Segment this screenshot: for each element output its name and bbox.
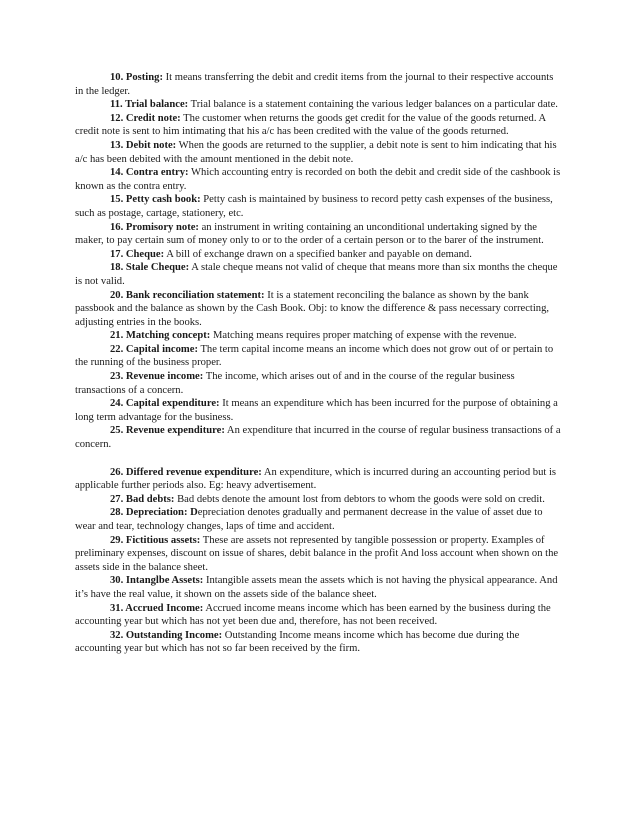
entry-term: 13. Debit note: — [110, 139, 177, 151]
entry-text: Outstanding Income means income which has become due during the accounting year but which has not so far been received by the firm. — [75, 629, 520, 655]
entry-debit-note — [75, 139, 562, 166]
entry-matching-concept — [75, 329, 562, 343]
entry-text: Which accounting entry is recorded on both the debit and credit side of the cashbook is known as the contra entry. — [75, 167, 561, 192]
entry-promisory-note — [75, 221, 562, 248]
entry-text: The income, which arises out of and in the course of the regular business transactions of a concern. — [75, 371, 515, 396]
entry-term: 27. Bad debts: — [110, 493, 175, 505]
entry-text: epreciation denotes gradually and permanent decrease in the value of asset due to wear and tear, technology changes, laps of time and accident. — [75, 507, 543, 532]
entry-term: 17. Cheque: — [110, 248, 165, 260]
entry-term: 22. Capital income: — [110, 343, 198, 355]
entry-term: 24. Capital expenditure: — [110, 398, 220, 410]
entry-term: 21. Matching concept: — [110, 330, 211, 342]
entry-credit-note — [75, 112, 562, 139]
entry-text: When the goods are returned to the supplier, a debit note is sent to him indicating that his a/c has been debited with the amount mentioned in the debit note. — [75, 139, 557, 165]
entry-text: Trial balance is a statement containing the various ledger balances on a particular date. — [188, 99, 558, 111]
entry-text: The term capital income means an income which does not grow out of or pertain to the running of the business proper. — [75, 343, 554, 369]
entry-bad-debts — [75, 493, 562, 507]
entry-term: 12. Credit note: — [110, 112, 181, 124]
entry-term: 28. Depreciation: D — [110, 507, 198, 519]
entry-term: 20. Bank reconciliation statement: — [110, 289, 265, 301]
entry-term: 11. Trial balance: — [110, 99, 189, 111]
entry-term: 25. Revenue expenditure: — [110, 425, 225, 437]
entry-text: Petty cash is maintained by business to record petty cash expenses of the business, such as postage, cartage, stationery, etc. — [75, 194, 553, 219]
entry-depreciation — [75, 506, 562, 533]
entry-text: Matching means requires proper matching of expense with the revenue. — [210, 330, 517, 342]
entry-term: 23. Revenue income: — [110, 371, 204, 383]
entry-posting — [75, 71, 562, 98]
entry-term: 15. Petty cash book: — [110, 194, 201, 206]
entry-trial-balance — [75, 98, 562, 112]
entry-term: 10. Posting: — [110, 72, 163, 83]
entry-text: an instrument in writing containing an unconditional undertaking signed by the maker, to pay certain sum of money only to or to the order of a certain person or to the barer of the instrument. — [75, 221, 544, 247]
entry-text: It is a statement reconciling the balance as shown by the bank passbook and the balance as shown by the Cash Book. Obj: to know the difference & pass necessary correcting, adjusting entries in the books. — [75, 289, 550, 328]
entry-stale-cheque — [75, 261, 562, 288]
entry-petty-cash-book — [75, 193, 562, 220]
entry-text: An expenditure, which is incurred during an accounting period but is applicable further periods also. Eg: heavy advertisement. — [75, 466, 557, 492]
entry-term: 18. Stale Cheque: — [110, 262, 190, 274]
entry-bank-reconciliation — [75, 289, 562, 330]
document-page — [75, 71, 562, 656]
entry-text: An expenditure that incurred in the course of regular business transactions of a concern. — [75, 425, 561, 451]
entry-term: 31. Accrued Income: — [110, 602, 204, 614]
entry-cheque — [75, 248, 562, 262]
entry-term: 14. Contra entry: — [110, 167, 189, 179]
entry-term: 29. Fictitious assets: — [110, 534, 201, 546]
entry-contra-entry — [75, 166, 562, 193]
entry-intangible-assets — [75, 574, 562, 601]
entry-text: These are assets not represented by tangible possession or property. Examples of preliminary expenses, discount on issue of shares, debit balance in the profit And loss account when shown on the assets side in the balance sheet. — [75, 534, 559, 573]
entry-capital-expenditure — [75, 397, 562, 424]
entry-accrued-income — [75, 602, 562, 629]
entry-text: It means transferring the debit and credit items from the journal to their respective accounts in the ledger. — [75, 72, 554, 97]
entry-capital-income — [75, 343, 562, 370]
entry-revenue-income — [75, 370, 562, 397]
entry-differed-revenue-expenditure — [75, 466, 562, 493]
entry-fictitious-assets — [75, 534, 562, 575]
entry-term: 30. Intanglbe Assets: — [110, 575, 204, 587]
entry-term: 16. Promisory note: — [110, 221, 199, 233]
entry-text: A bill of exchange drawn on a specified banker and payable on demand. — [164, 248, 472, 260]
entry-text: Accrued income means income which has been earned by the business during the accounting year but which has not yet been due and, therefore, has not been received. — [75, 602, 551, 628]
entry-revenue-expenditure — [75, 424, 562, 451]
entry-text: Intangible assets mean the assets which is not having the physical appearance. And it’s have the real value, it shown on the assets side of the balance sheet. — [75, 575, 558, 600]
entry-text: It means an expenditure which has been incurred for the purpose of obtaining a long term advantage for the business. — [75, 398, 558, 423]
entry-term: 26. Differed revenue expenditure: — [110, 466, 262, 478]
entry-outstanding-income — [75, 629, 562, 656]
entry-text: A stale cheque means not valid of cheque that means more than six months the cheque is not valid. — [75, 262, 558, 287]
entry-term: 32. Outstanding Income: — [110, 629, 223, 641]
entry-text: The customer when returns the goods get credit for the value of the goods returned. A credit note is sent to him intimating that his a/c has been credited with the value of the goods returned. — [75, 112, 546, 138]
entry-text: Bad debts denote the amount lost from debtors to whom the goods were sold on credit. — [174, 493, 545, 505]
